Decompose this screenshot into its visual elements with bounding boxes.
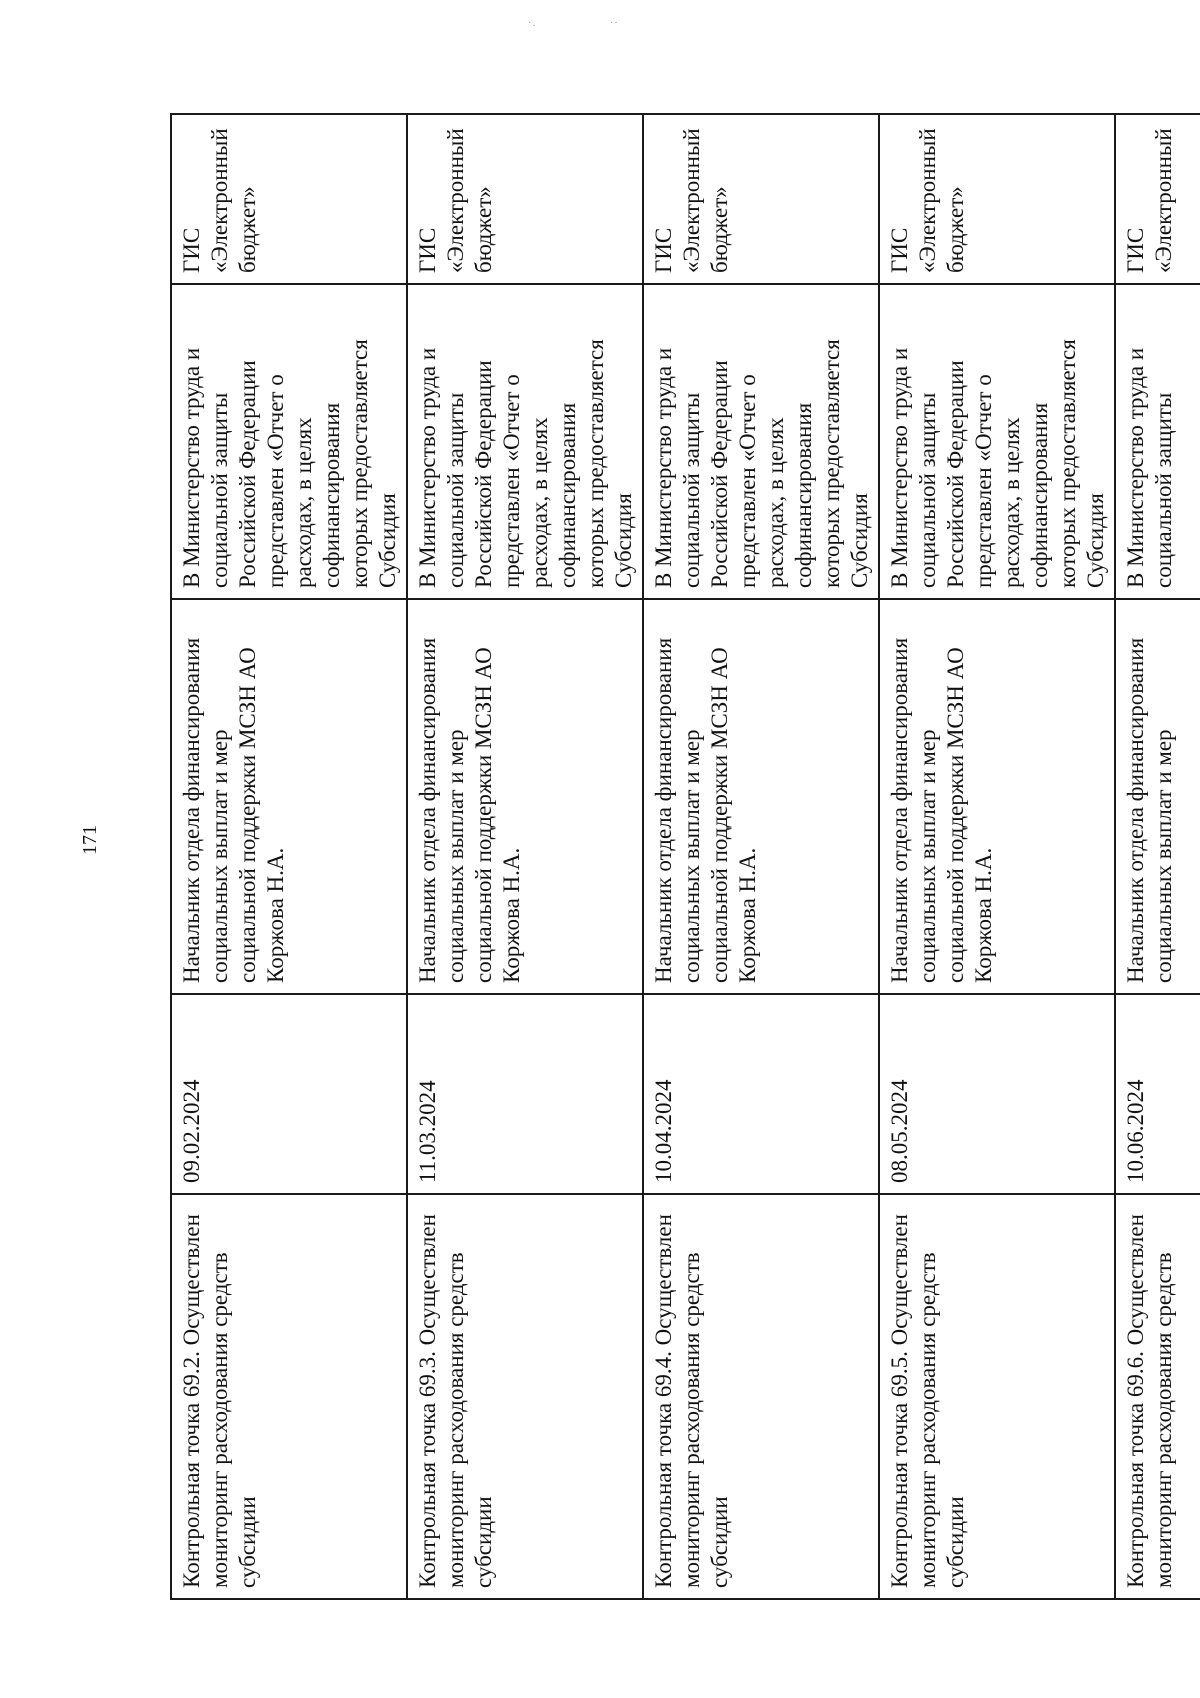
checkpoint-cell: Контрольная точка 69.5. Осуществлен мониторинг расходования средств субсидии (879, 1194, 1115, 1599)
table-row (1115, 114, 1200, 1599)
system-cell: ГИС «Электронный бюджет» (643, 114, 879, 284)
checkpoint-cell: Контрольная точка 69.4. Осуществлен мониторинг расходования средств субсидии (643, 1194, 879, 1599)
scan-artifact: ·· (610, 18, 619, 29)
checkpoint-cell: Контрольная точка 69.2. Осуществлен мониторинг расходования средств субсидии (171, 1194, 407, 1599)
table-row (643, 114, 879, 1599)
result-cell: В Министерство труда и социальной защиты Российской Федерации представлен «Отчет о расходах, в целях софинансирования которых предоставляется Субсидия (643, 284, 879, 599)
page-number: 171 (79, 825, 101, 855)
responsible-cell: Начальник отдела финансирования социальных выплат и мер социальной поддержки МСЗН АО Коржова Н.А. (171, 599, 407, 994)
responsible-cell: Начальник отдела финансирования социальных выплат и мер социальной поддержки МСЗН АО Коржова Н.А. (643, 599, 879, 994)
checkpoint-cell: Контрольная точка 69.3. Осуществлен мониторинг расходования средств субсидии (407, 1194, 643, 1599)
table-row (171, 114, 407, 1599)
responsible-cell: Начальник отдела финансирования социальных выплат и мер социальной поддержки МСЗН АО Коржова Н.А. (879, 599, 1115, 994)
system-cell: ГИС «Электронный бюджет» (407, 114, 643, 284)
table-row (407, 114, 643, 1599)
date-cell: 09.02.2024 (171, 994, 407, 1194)
checkpoint-table (170, 113, 1200, 1600)
system-cell: ГИС «Электронный бюджет» (879, 114, 1115, 284)
responsible-cell: Начальник отдела финансирования социальных выплат и мер (1115, 599, 1200, 994)
responsible-cell: Начальник отдела финансирования социальных выплат и мер социальной поддержки МСЗН АО Коржова Н.А. (407, 599, 643, 994)
table-row (879, 114, 1115, 1599)
result-cell: В Министерство труда и социальной защиты Российской Федерации представлен «Отчет о расходах, в целях софинансирования которых предоставляется Субсидия (171, 284, 407, 599)
checkpoint-cell: Контрольная точка 69.6. Осуществлен мониторинг расходования средств (1115, 1194, 1200, 1599)
date-cell: 10.06.2024 (1115, 994, 1200, 1194)
date-cell: 11.03.2024 (407, 994, 643, 1194)
result-cell: В Министерство труда и социальной защиты (1115, 284, 1200, 599)
result-cell: В Министерство труда и социальной защиты Российской Федерации представлен «Отчет о расходах, в целях софинансирования которых предоставляется Субсидия (879, 284, 1115, 599)
result-cell: В Министерство труда и социальной защиты Российской Федерации представлен «Отчет о расходах, в целях софинансирования которых предоставляется Субсидия (407, 284, 643, 599)
rotated-table (170, 115, 1176, 1600)
date-cell: 08.05.2024 (879, 994, 1115, 1194)
scan-artifact: ·․ (528, 18, 537, 29)
table-container (170, 115, 1176, 1600)
system-cell: ГИС «Электронный бюджет» (171, 114, 407, 284)
system-cell: ГИС «Электронный (1115, 114, 1200, 284)
date-cell: 10.04.2024 (643, 994, 879, 1194)
